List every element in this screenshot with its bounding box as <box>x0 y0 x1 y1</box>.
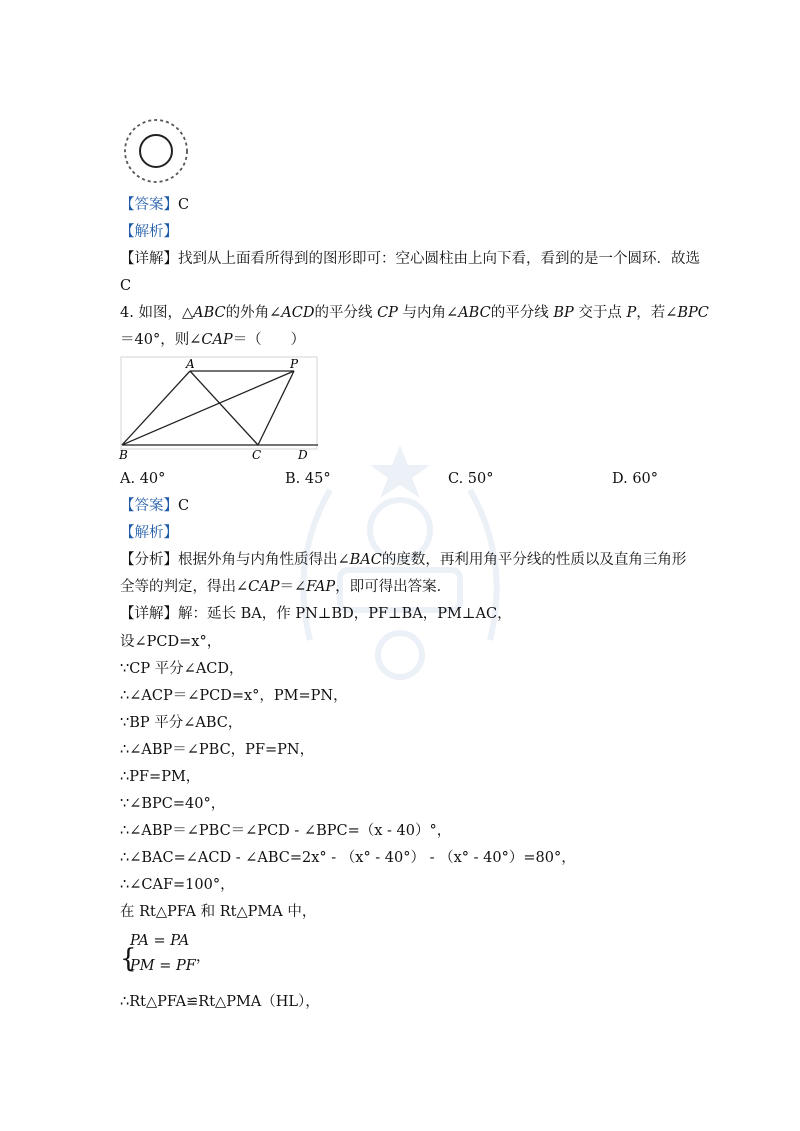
system-eq-1: PA = PA <box>130 933 190 949</box>
q4-detail-last: ∴Rt△PFA≌Rt△PMA（HL）， <box>120 994 320 1010</box>
option-c: C. 50° <box>448 471 494 487</box>
q3-analysis-tag: 【解析】 <box>120 224 178 240</box>
q3-answer: 【答案】C <box>120 197 190 213</box>
q4-detail-line-12: 在 Rt△PFA 和 Rt△PMA 中， <box>120 904 317 920</box>
equation-brace: { <box>120 944 137 974</box>
label-a: A <box>186 357 195 371</box>
triangle-figure <box>118 355 323 463</box>
q4-answer: 【答案】C <box>120 498 190 514</box>
q4-analysis-tag: 【解析】 <box>120 525 178 541</box>
system-eq-2: PM = PF <box>130 958 196 974</box>
q4-detail-line-6: ∴∠ABP＝∠PBC，PF=PN， <box>120 742 315 758</box>
system-comma: ， <box>196 949 211 965</box>
q4-detail-line-4: ∴∠ACP＝∠PCD=x°，PM=PN， <box>120 688 348 704</box>
option-a: A. 40° <box>120 471 166 487</box>
q4-detail-line-11: ∴∠CAF=100°， <box>120 877 235 893</box>
q4-detail-line-3: ∵CP 平分∠ACD， <box>120 661 244 677</box>
line-ac <box>190 371 258 445</box>
q4-fenxi-line-2: 全等的判定，得出∠CAP＝∠FAP，即可得出答案． <box>120 579 452 595</box>
q4-detail-line-10: ∴∠BAC=∠ACD - ∠ABC=2x° - （x° - 40°） - （x° - 40°）=80°， <box>120 850 576 866</box>
ring-figure <box>118 118 198 188</box>
line-bp <box>122 371 294 445</box>
q4-detail-line-7: ∴PF=PM， <box>120 769 201 785</box>
q4-detail-line-2: 设∠PCD=x°， <box>120 634 222 650</box>
label-p: P <box>290 357 299 371</box>
line-cp <box>258 371 294 445</box>
q3-detail-cont: C <box>120 278 132 294</box>
q3-detail: 【详解】找到从上面看所得到的图形即可：空心圆柱由上向下看，看到的是一个圆环．故选 <box>120 251 700 267</box>
label-b: B <box>119 448 128 462</box>
label-d: D <box>298 448 308 462</box>
q4-stem-line-2: ＝40°，则∠CAP＝（ ） <box>120 332 306 348</box>
option-d: D. 60° <box>612 471 659 487</box>
line-ba <box>122 371 190 445</box>
label-c: C <box>252 448 262 462</box>
q4-stem-line-1: 4. 如图，△ABC的外角∠ACD的平分线 CP 与内角∠ABC的平分线 BP 交于点 P，若∠BPC <box>120 305 709 321</box>
q4-detail-line-5: ∵BP 平分∠ABC， <box>120 715 243 731</box>
q4-detail-line-1: 【详解】解：延长 BA，作 PN⊥BD，PF⊥BA，PM⊥AC， <box>120 606 512 622</box>
q4-detail-line-9: ∴∠ABP＝∠PBC＝∠PCD - ∠BPC=（x - 40）°， <box>120 823 452 839</box>
q4-detail-line-8: ∵∠BPC=40°， <box>120 796 226 812</box>
option-b: B. 45° <box>285 471 331 487</box>
q4-fenxi-line-1: 【分析】根据外角与内角性质得出∠BAC的度数，再利用角平分线的性质以及直角三角形 <box>120 552 687 568</box>
